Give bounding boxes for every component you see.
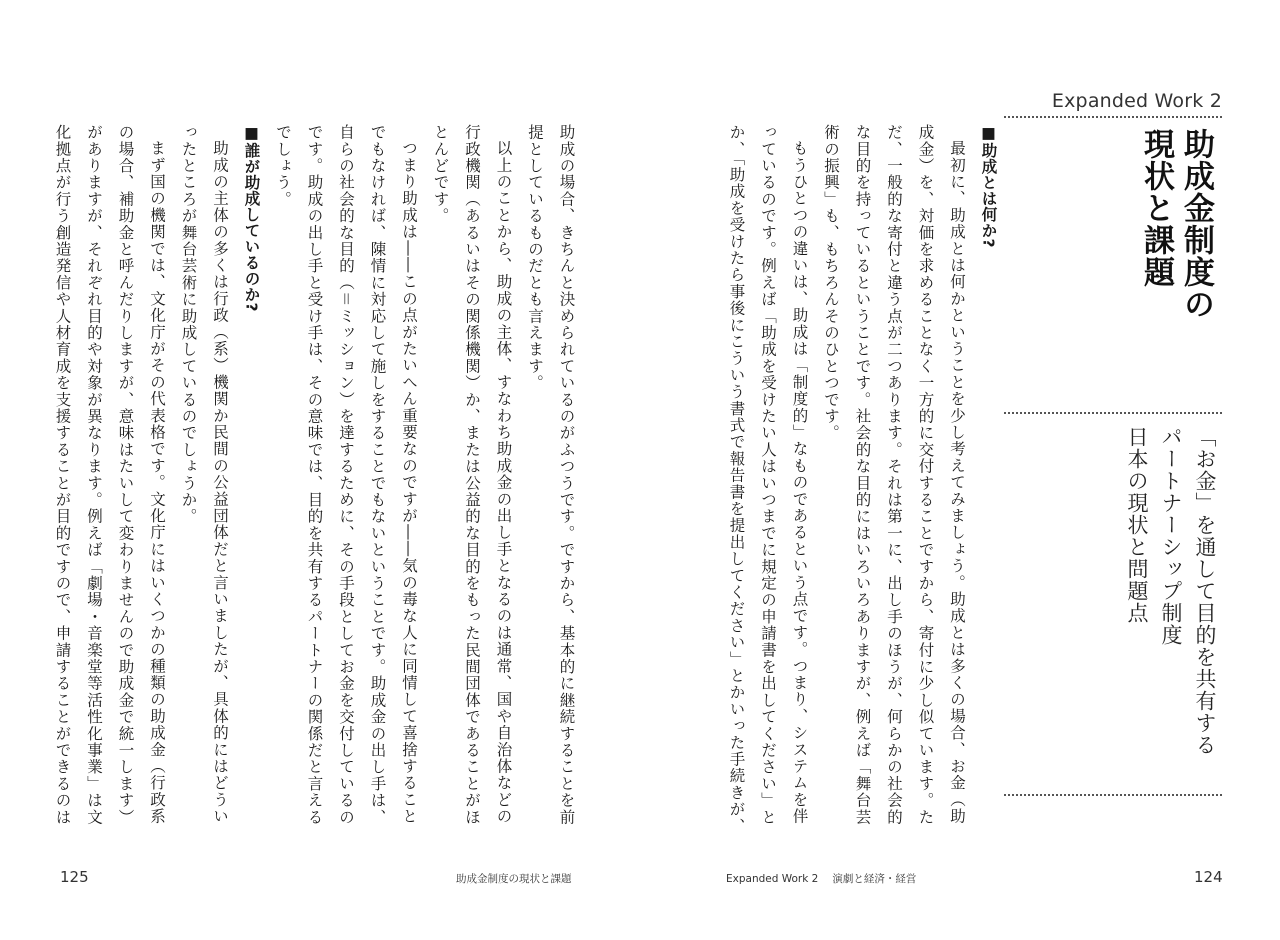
right-body-text bbox=[720, 124, 1004, 834]
running-title: 演劇と経済・経営 bbox=[832, 873, 917, 885]
body-line: 成金）を、対価を求めることなく一方的に交付することですから、寄付に少し似ています。た bbox=[916, 124, 935, 826]
running-series: Expanded Work 2 bbox=[726, 873, 819, 885]
body-line: ったところが舞台芸術に助成しているのでしょうか。 bbox=[179, 124, 198, 525]
body-line: まず国の機関では、文化庁がその代表格です。文化庁にはいくつかの種類の助成金（行政系 bbox=[148, 139, 166, 825]
body-line: 自らの社会的な目的（＝ミッション）を達するために、その手段としてお金を交付しているの bbox=[337, 124, 355, 826]
body-line: 最初に、助成とは何かということを少し考えてみましょう。助成とは多くの場合、お金（助 bbox=[948, 139, 966, 825]
subtitle-line-1: 「お金」を通して目的を共有する bbox=[1193, 426, 1217, 756]
body-line: な目的を持っているということです。社会的な目的にはいろいろありますが、例えば「舞台芸 bbox=[853, 124, 872, 826]
left-body-text bbox=[46, 124, 582, 825]
body-line: 術の振興」も、もちろんそのひとつです。 bbox=[822, 124, 840, 442]
body-line: の場合、補助金と呼んだりしますが、意味はたいして変わりませんので助成金で統一します） bbox=[116, 124, 135, 826]
body-line: つまり助成は――この点がたいへん重要なのですが――気の毒な人に同情して喜捨すること bbox=[400, 139, 418, 825]
body-line: だ、一般的な寄付と違う点が二つあります。それは第一に、出し手のほうが、何らかの社会的 bbox=[885, 124, 903, 826]
section-heading-what-is-grant: ■助成とは何か? bbox=[979, 124, 998, 248]
body-line: がありますが、それぞれ目的や対象が異なります。例えば「劇場・音楽堂等活性化事業」は文 bbox=[85, 124, 103, 826]
body-line: 化拠点が行う創造発信や人材育成を支援することが目的ですので、申請することができるのは bbox=[53, 124, 72, 826]
chapter-title bbox=[1136, 128, 1216, 320]
subtitle-line-3: 日本の現状と問題点 bbox=[1125, 426, 1149, 624]
right-page bbox=[640, 0, 1280, 940]
page-number: 124 bbox=[1194, 868, 1223, 886]
subtitle-top-divider bbox=[1004, 412, 1222, 414]
body-line: でもなければ、陳情に対応して施しをすることでもないということです。助成金の出し手は、 bbox=[368, 124, 387, 826]
subtitle-line-2: パートナーシップ制度 bbox=[1159, 426, 1183, 646]
header-divider bbox=[1004, 116, 1222, 118]
page-number: 125 bbox=[60, 868, 89, 886]
subtitle-bottom-divider bbox=[1004, 794, 1222, 796]
body-line: もうひとつの違いは、助成は「制度的」なものであるという点です。つまり、システムを伴 bbox=[790, 139, 809, 825]
left-page bbox=[0, 0, 620, 940]
body-line: でしょう。 bbox=[274, 124, 292, 208]
body-line: か、「助成を受けたら事後にこういう書式で報告書を提出してください」とかいった手続きが、 bbox=[727, 124, 746, 835]
body-line: です。助成の出し手と受け手は、その意味では、目的を共有するパートナーの関係だと言える bbox=[305, 124, 324, 826]
body-line: 助成の主体の多くは行政（系）機関か民間の公益団体だと言いましたが、具体的にはどうい bbox=[211, 139, 229, 825]
chapter-title-line-1: 助成金制度の bbox=[1178, 128, 1214, 320]
chapter-series-label: Expanded Work 2 bbox=[1051, 90, 1222, 112]
body-line: 提としているものだとも言えます。 bbox=[526, 124, 544, 392]
section-heading-who-grants: ■誰が助成しているのか? bbox=[242, 124, 261, 312]
chapter-subtitle bbox=[1120, 426, 1222, 756]
body-line: 以上のことから、助成の主体、すなわち助成金の出し手となるのは通常、国や自治体などの bbox=[494, 139, 513, 825]
running-footer bbox=[726, 871, 916, 886]
chapter-title-line-2: 現状と課題 bbox=[1138, 128, 1174, 288]
body-line: とんどです。 bbox=[431, 124, 450, 225]
running-footer-title: 助成金制度の現状と課題 bbox=[456, 873, 572, 885]
body-line: っているのです。例えば「助成を受けたい人はいつまでに規定の申請書を出してください」と bbox=[759, 124, 777, 826]
body-line: 助成の場合、きちんと決められているのがふつうです。ですから、基本的に継続することを前 bbox=[557, 124, 576, 826]
body-line: 行政機関（あるいはその関係機関）か、または公益的な目的をもった民間団体であることがほ bbox=[463, 124, 481, 826]
